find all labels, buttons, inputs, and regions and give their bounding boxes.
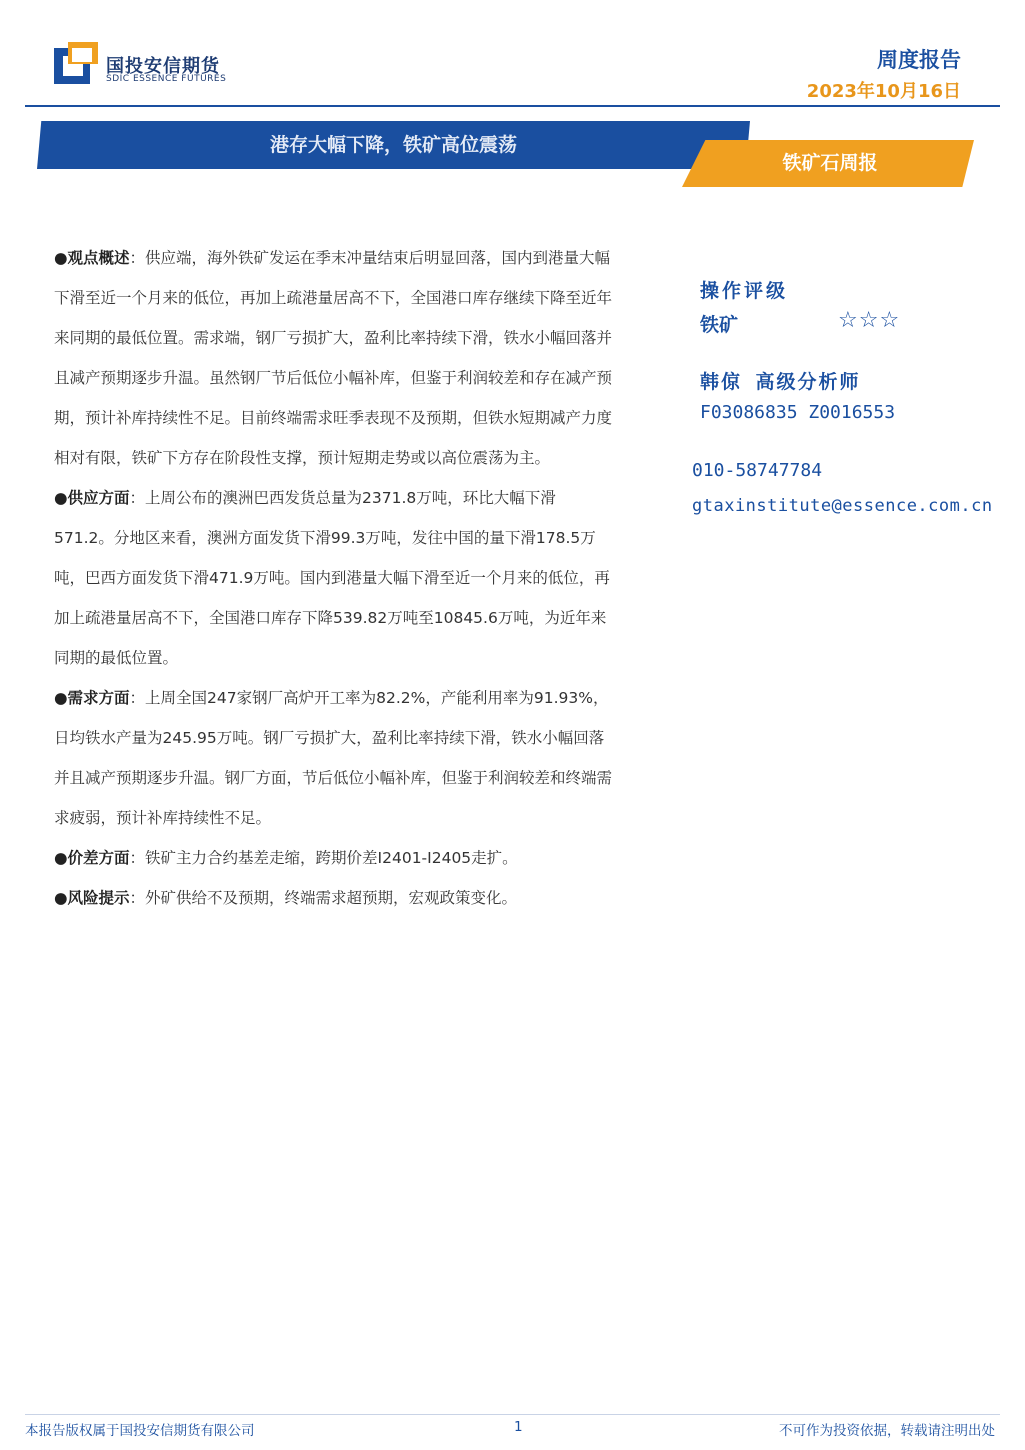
section-heading: ●价差方面	[54, 849, 130, 867]
contact-email[interactable]: gtaxinstitute@essence.com.cn	[692, 496, 993, 516]
company-logo	[54, 42, 98, 84]
demand-paragraph	[54, 678, 614, 838]
footer-disclaimer: 不可作为投资依据，转载请注明出处	[779, 1423, 995, 1439]
analyst-name: 韩倞 高级分析师	[700, 371, 861, 393]
analyst-certificates: F03086835 Z0016553	[700, 402, 896, 423]
footer-copyright: 本报告版权属于国投安信期货有限公司	[25, 1423, 255, 1439]
rating-label: 操作评级	[700, 280, 789, 302]
section-text: ：外矿供给不及预期，终端需求超预期，宏观政策变化。	[129, 889, 518, 907]
report-type: 周度报告	[877, 48, 961, 72]
header-divider	[25, 105, 1000, 107]
section-heading: ●需求方面	[54, 689, 130, 707]
contact-phone: 010-58747784	[692, 460, 823, 481]
report-body	[54, 238, 614, 918]
spread-paragraph	[54, 838, 614, 878]
section-text: ：上周公布的澳洲巴西发货总量为2371.8万吨，环比大幅下滑571.2。分地区来看，澳洲方面发货下滑99.3万吨，发往中国的量下滑178.5万吨，巴西方面发货下滑471.9万吨。国内到港量大幅下滑至近一个月来的低位，再加上疏港量居高不下，全国港口库存下降539.82万吨至10845.6万吨，为近年来同期的最低位置。	[54, 489, 610, 667]
section-text: ：上周全国247家钢厂高炉开工率为82.2%，产能利用率为91.93%，日均铁水产量为245.95万吨。钢厂亏损扩大，盈利比率持续下滑，铁水小幅回落并且减产预期逐步升温。钢厂方面，节后低位小幅补库，但鉴于利润较差和终端需求疲弱，预计补库持续性不足。	[54, 689, 613, 827]
company-name-en: SDIC ESSENCE FUTURES	[106, 74, 227, 84]
commodity-label: 铁矿	[700, 314, 739, 336]
section-heading: ●风险提示	[54, 889, 130, 907]
report-tag: 铁矿石周报	[782, 152, 878, 174]
section-heading: ●观点概述	[54, 249, 130, 267]
supply-paragraph	[54, 478, 614, 678]
section-text: ：供应端，海外铁矿发运在季末冲量结束后明显回落，国内到港量大幅下滑至近一个月来的低位，再加上疏港量居高不下，全国港口库存继续下降至近年来同期的最低位置。需求端，钢厂亏损扩大，盈利比率持续下滑，铁水小幅回落并且减产预期逐步升温。虽然钢厂节后低位小幅补库，但鉴于利润较差和存在减产预期，预计补库持续性不足。目前终端需求旺季表现不及预期，但铁水短期减产力度相对有限，铁矿下方存在阶段性支撑，预计短期走势或以高位震荡为主。	[54, 249, 613, 467]
rating-stars-icon: ☆☆☆	[838, 308, 901, 333]
page-number: 1	[514, 1419, 523, 1435]
report-date: 2023年10月16日	[806, 81, 961, 102]
summary-paragraph	[54, 238, 614, 478]
company-name-cn: 国投安信期货	[106, 56, 220, 77]
footer-divider	[25, 1414, 1000, 1415]
section-text: ：铁矿主力合约基差走缩，跨期价差I2401-I2405走扩。	[129, 849, 518, 867]
risk-paragraph	[54, 878, 614, 918]
section-heading: ●供应方面	[54, 489, 130, 507]
report-title: 港存大幅下降，铁矿高位震荡	[269, 134, 517, 156]
